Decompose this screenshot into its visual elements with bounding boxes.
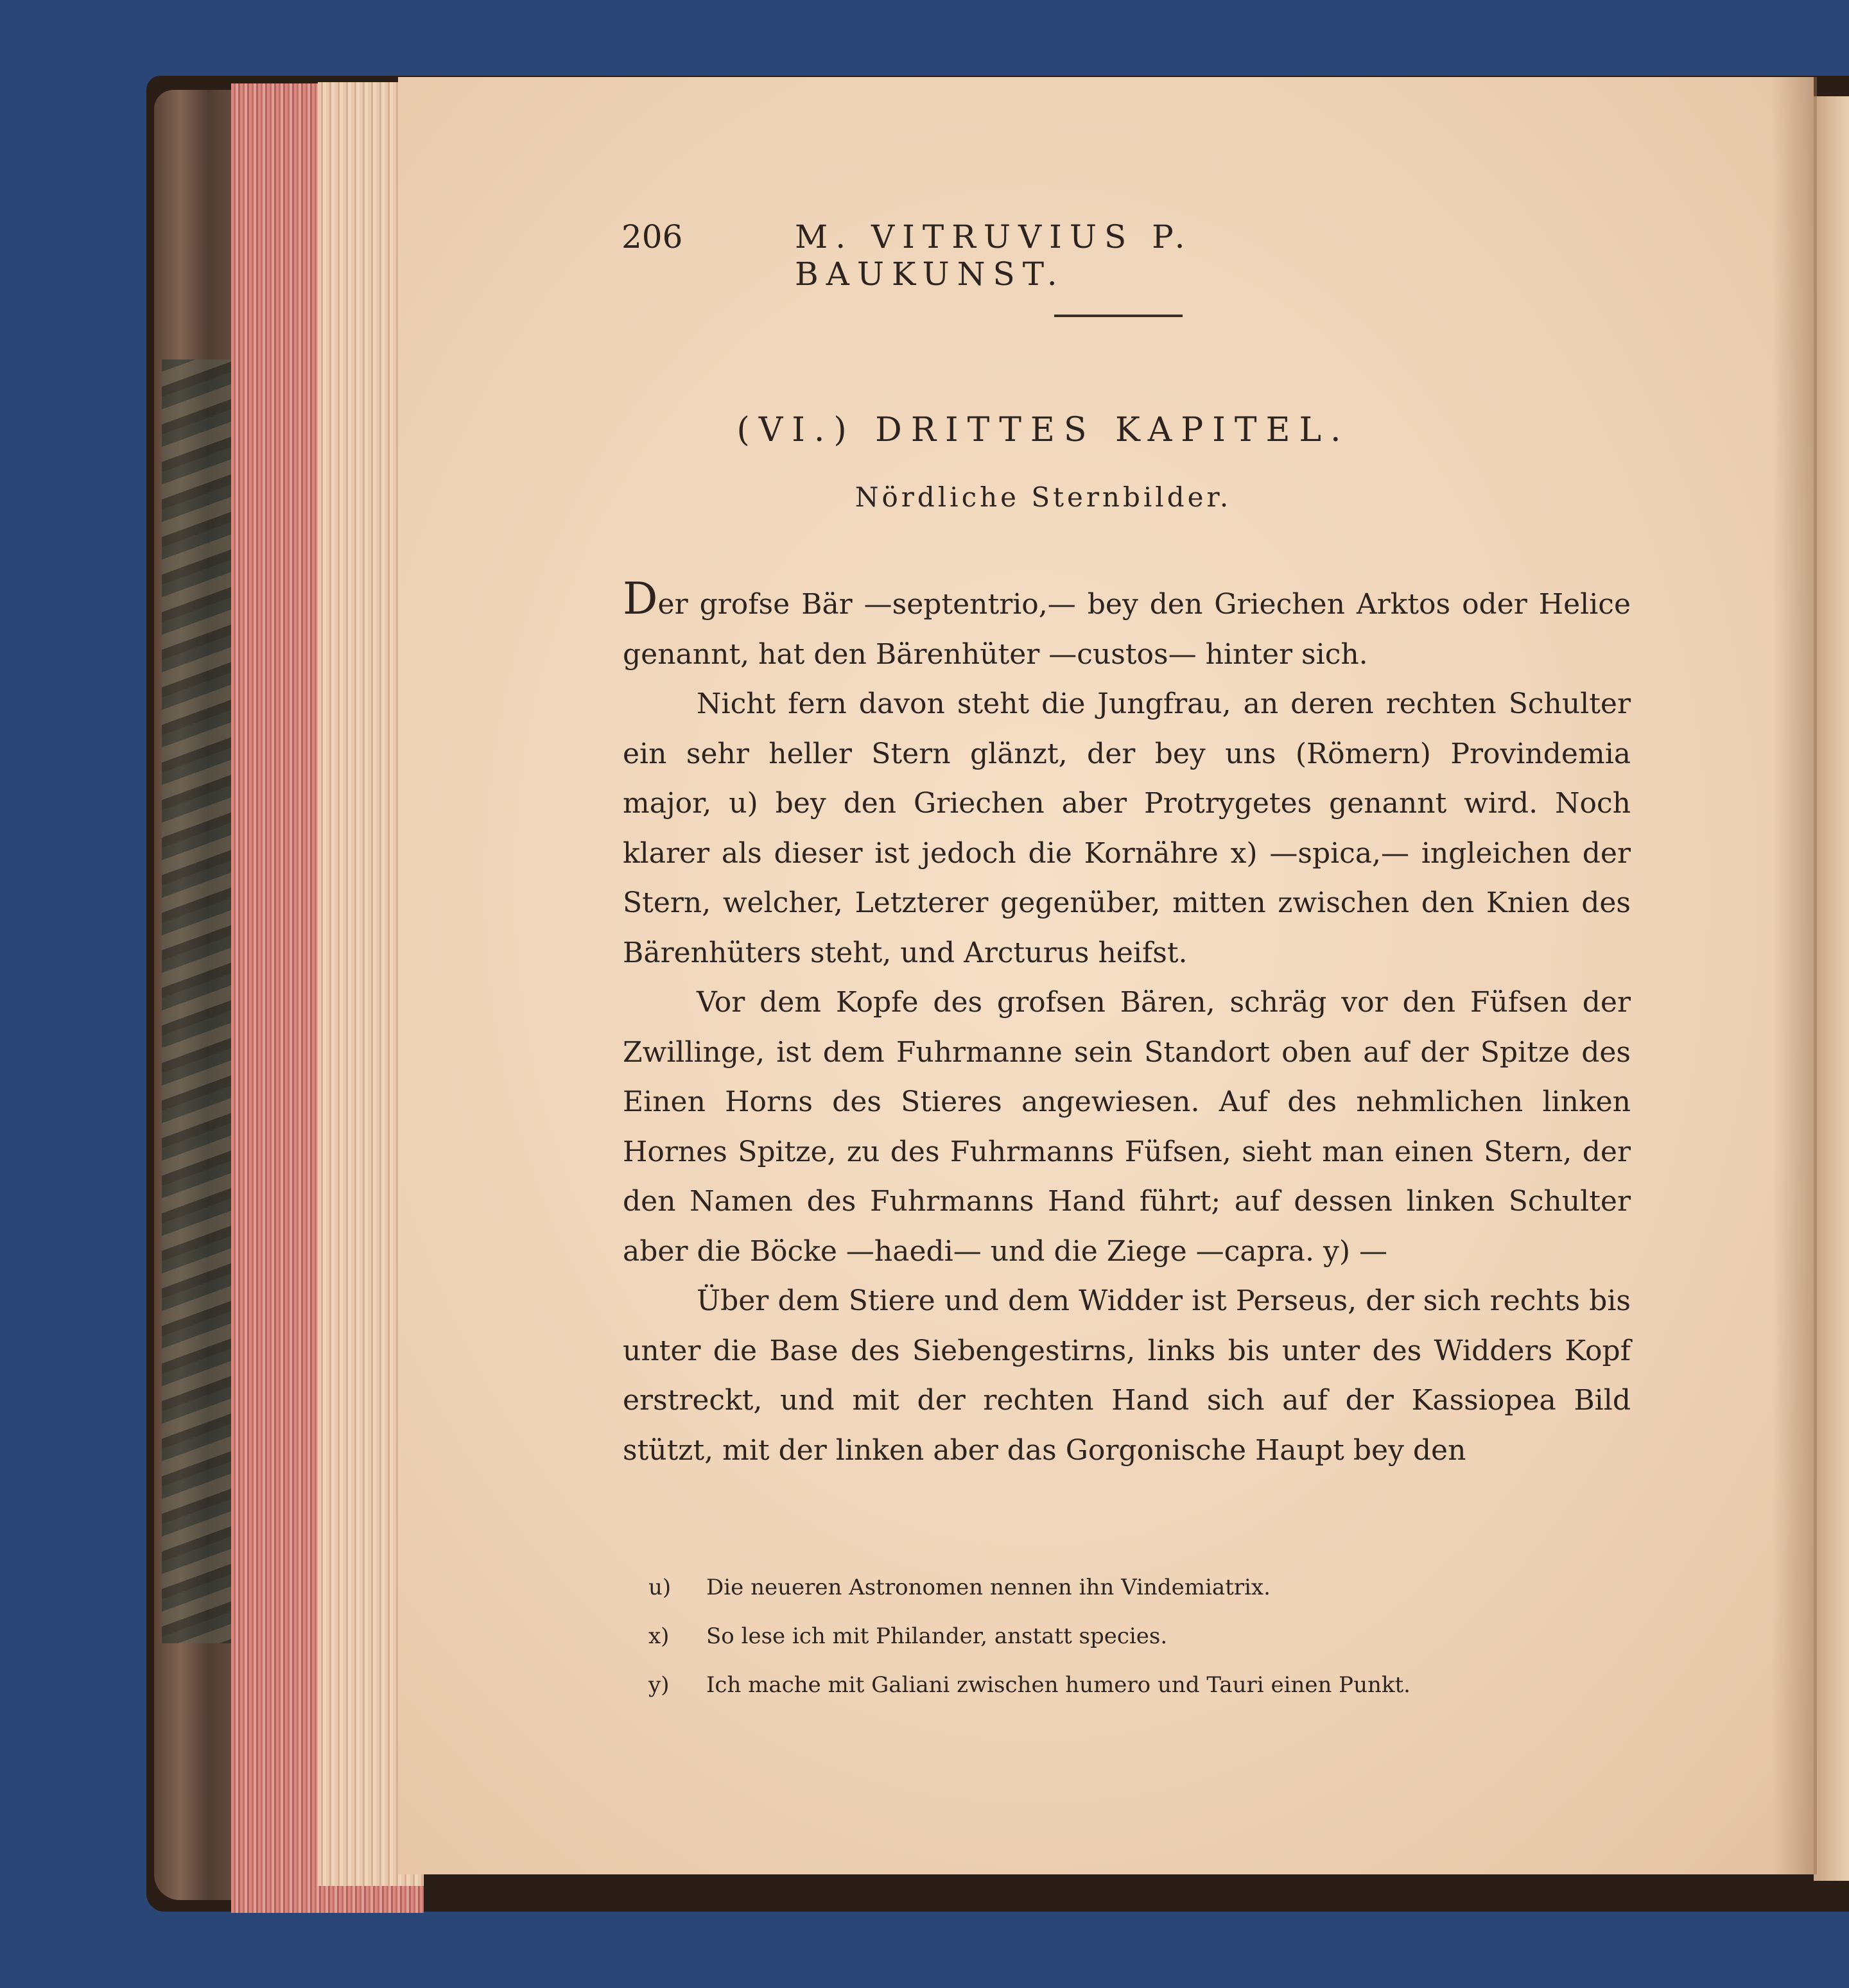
footnote [648,1563,1631,1612]
footnote [648,1612,1631,1661]
page-gutter-shadow [1772,77,1817,1874]
footnote-text: So lese ich mit Philander, anstatt species. [706,1623,1168,1649]
header-rule [1054,315,1183,317]
facing-page-edge [1814,96,1849,1881]
page-number: 206 [621,218,683,255]
footnote-text: Ich mache mit Galiani zwischen humero und Tauri einen Punkt. [706,1672,1411,1698]
paragraph: Nicht fern davon steht die Jungfrau, an deren rechten Schulter ein sehr heller Stern glänzt, der bey uns (Römern) Provindemia major, u) bey den Griechen aber Protrygetes genannt wird. Noch klarer als dieser ist jedoch die Kornähre x) —spica,— ingleichen der Stern, welcher, Letzterer gegenüber, mitten zwischen den Knien des Bärenhüters steht, und Arcturus heifst. [623,687,1631,969]
footnote-mark: x) [648,1623,670,1649]
chapter-subtitle: Nördliche Sternbilder. [855,481,1232,513]
paragraph: Vor dem Kopfe des grofsen Bären, schräg vor den Füfsen der Zwillinge, ist dem Fuhrmanne sein Standort oben auf der Spitze des Einen Horns des Stieres angewiesen. Auf des nehmlichen linken Hornes Spitze, zu des Fuhrmanns Füfsen, sieht man einen Stern, der den Namen des Fuhrmanns Hand führt; auf dessen linken Schulter aber die Böcke —haedi— und die Ziege —capra. y) — [623,986,1631,1268]
footnote-mark: u) [648,1575,672,1600]
footnote [648,1661,1631,1709]
footnote-text: Die neueren Astronomen nennen ihn Vindemiatrix. [706,1575,1271,1600]
page-header [621,218,1450,293]
paragraph: Über dem Stiere und dem Widder ist Perseus, der sich rechts bis unter die Base des Siebengestirns, links bis unter des Widders Kopf erstreckt, und mit der rechten Hand sich auf der Kassiopea Bild stützt, mit der linken aber das Gorgonische Haupt bey den [623,1284,1631,1467]
footnotes [648,1563,1631,1709]
footnote-mark: y) [648,1672,670,1698]
paragraph [623,575,1631,679]
marbled-board [162,359,232,1643]
drop-cap: D [623,574,658,625]
paragraph-text: er grofse Bär —septentrio,— bey den Griechen Arktos oder Helice genannt, hat den Bärenhüter —custos— hinter sich. [623,588,1631,671]
chapter-title: (VI.) DRITTES KAPITEL. [736,411,1350,449]
running-title: M. VITRUVIUS P. BAUKUNST. [795,218,1193,293]
body-text [623,575,1631,1475]
